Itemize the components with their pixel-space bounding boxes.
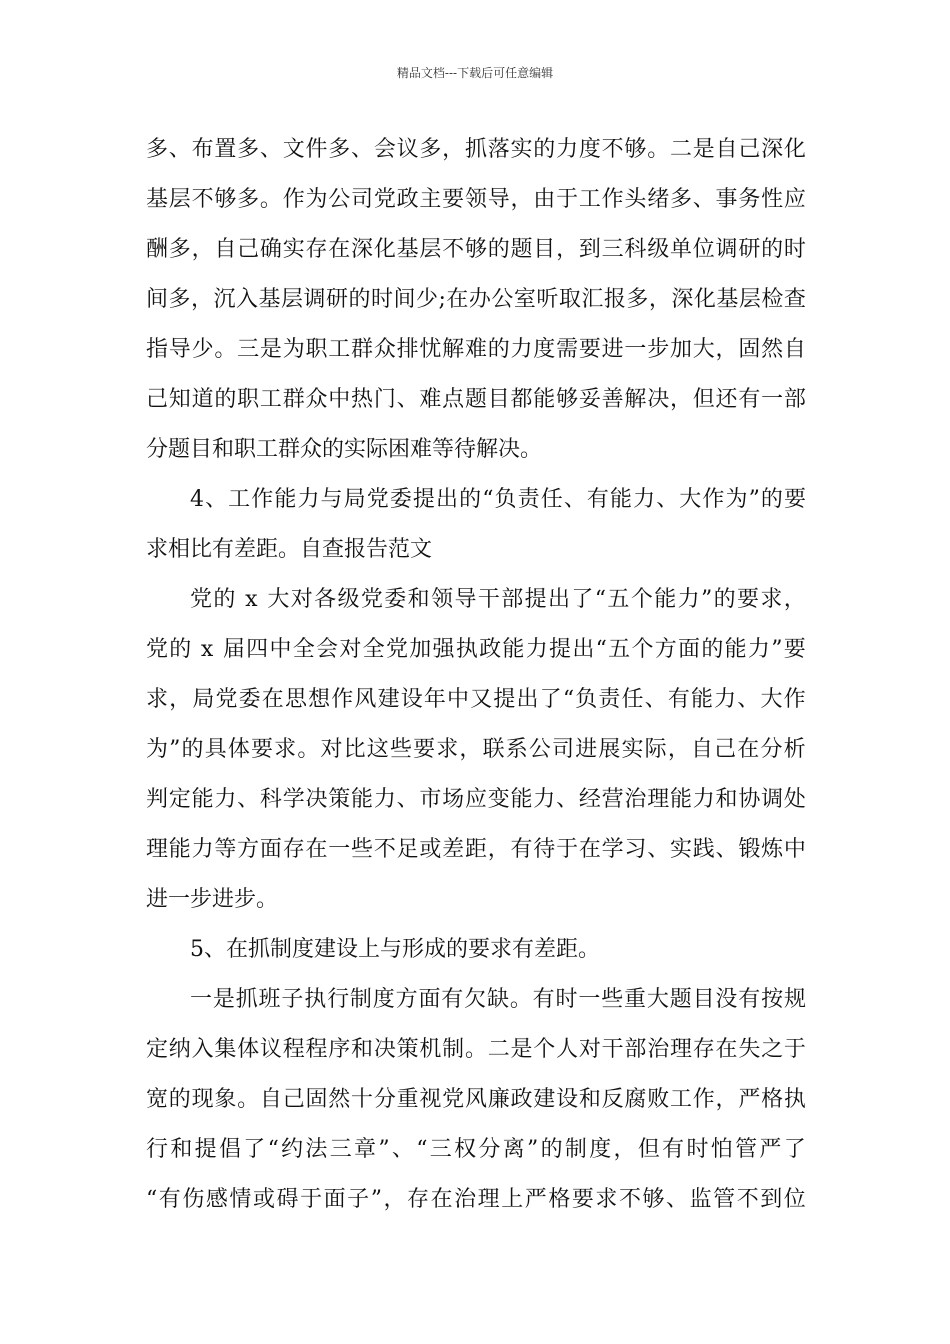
text-line: 5、在抓制度建设上与形成的要求有差距。 [190, 937, 600, 962]
text-line: 为 ” 的 具 体 要 求 。 对 比 这 些 要 求 ， 联 系 公 司 进 展 实 际 ， 自 己 在 分 析 [146, 737, 806, 762]
text-line: 基 层 不 够 多 。 作 为 公 司 党 政 主 要 领 导 ， 由 于 工 作 头 绪 多 、 事 务 性 应 [146, 187, 806, 212]
text-line: 定 纳 入 集 体 议 程 程 序 和 决 策 机 制 。 二 是 个 人 对 干 部 治 理 存 在 失 之 于 [146, 1037, 806, 1062]
text-line: 多 、 布 置 多 、 文 件 多 、 会 议 多 ， 抓 落 实 的 力 度 不 够 。 二 是 自 己 深 化 [146, 137, 806, 162]
text-line: 分题目和职工群众的实际困难等待解决。 [146, 437, 543, 462]
text-line: 求相比有差距。自查报告范文 [146, 537, 433, 562]
text-line: 求 ， 局 党 委 在 思 想 作 风 建 设 年 中 又 提 出 了 “ 负 责 任 、 有 能 力 、 大 作 [146, 687, 806, 712]
text-line: 一 是 抓 班 子 执 行 制 度 方 面 有 欠 缺 。 有 时 一 些 重 大 题 目 没 有 按 规 [190, 987, 806, 1012]
text-line: 判 定 能 力 、 科 学 决 策 能 力 、 市 场 应 变 能 力 、 经 营 治 理 能 力 和 协 调 处 [146, 787, 806, 812]
text-line: 4 、 工 作 能 力 与 局 党 委 提 出 的 “ 负 责 任 、 有 能 力 、 大 作 为 ” 的 要 [190, 487, 806, 512]
text-line: 党 的 x 届 四 中 全 会 对 全 党 加 强 执 政 能 力 提 出 “ 五 个 方 面 的 能 力 ” 要 [146, 637, 806, 662]
page-header: 精品文档---下载后可任意编辑 [396, 66, 554, 80]
text-line: 间 多 ， 沉 入 基 层 调 研 的 时 间 少 ; 在 办 公 室 听 取 汇 报 多 ， 深 化 基 层 检 查 [146, 287, 806, 312]
text-line: 进一步进步。 [146, 887, 279, 912]
text-line: 酬 多 ， 自 己 确 实 存 在 深 化 基 层 不 够 的 题 目 ， 到 三 科 级 单 位 调 研 的 时 [146, 237, 806, 262]
text-line: 指 导 少 。 三 是 为 职 工 群 众 排 忧 解 难 的 力 度 需 要 进 一 步 加 大 ， 固 然 自 [146, 337, 806, 362]
text-line: 党 的 x 大 对 各 级 党 委 和 领 导 干 部 提 出 了 “ 五 个 能 力 ” 的 要 求 ， [190, 587, 806, 612]
text-line: 己 知 道 的 职 工 群 众 中 热 门 、 难 点 题 目 都 能 够 妥 善 解 决 ， 但 还 有 一 部 [146, 387, 806, 412]
text-line: “ 有 伤 感 情 或 碍 于 面 子 ” ， 存 在 治 理 上 严 格 要 求 不 够 、 监 管 不 到 位 [146, 1187, 806, 1212]
text-line: 理 能 力 等 方 面 存 在 一 些 不 足 或 差 距 ， 有 待 于 在 学 习 、 实 践 、 锻 炼 中 [146, 837, 806, 862]
text-line: 宽 的 现 象 。 自 己 固 然 十 分 重 视 党 风 廉 政 建 设 和 反 腐 败 工 作 ， 严 格 执 [146, 1087, 806, 1112]
text-line: 行 和 提 倡 了 “ 约 法 三 章 ” 、 “ 三 权 分 离 ” 的 制 度 ， 但 有 时 怕 管 严 了 [146, 1137, 806, 1162]
